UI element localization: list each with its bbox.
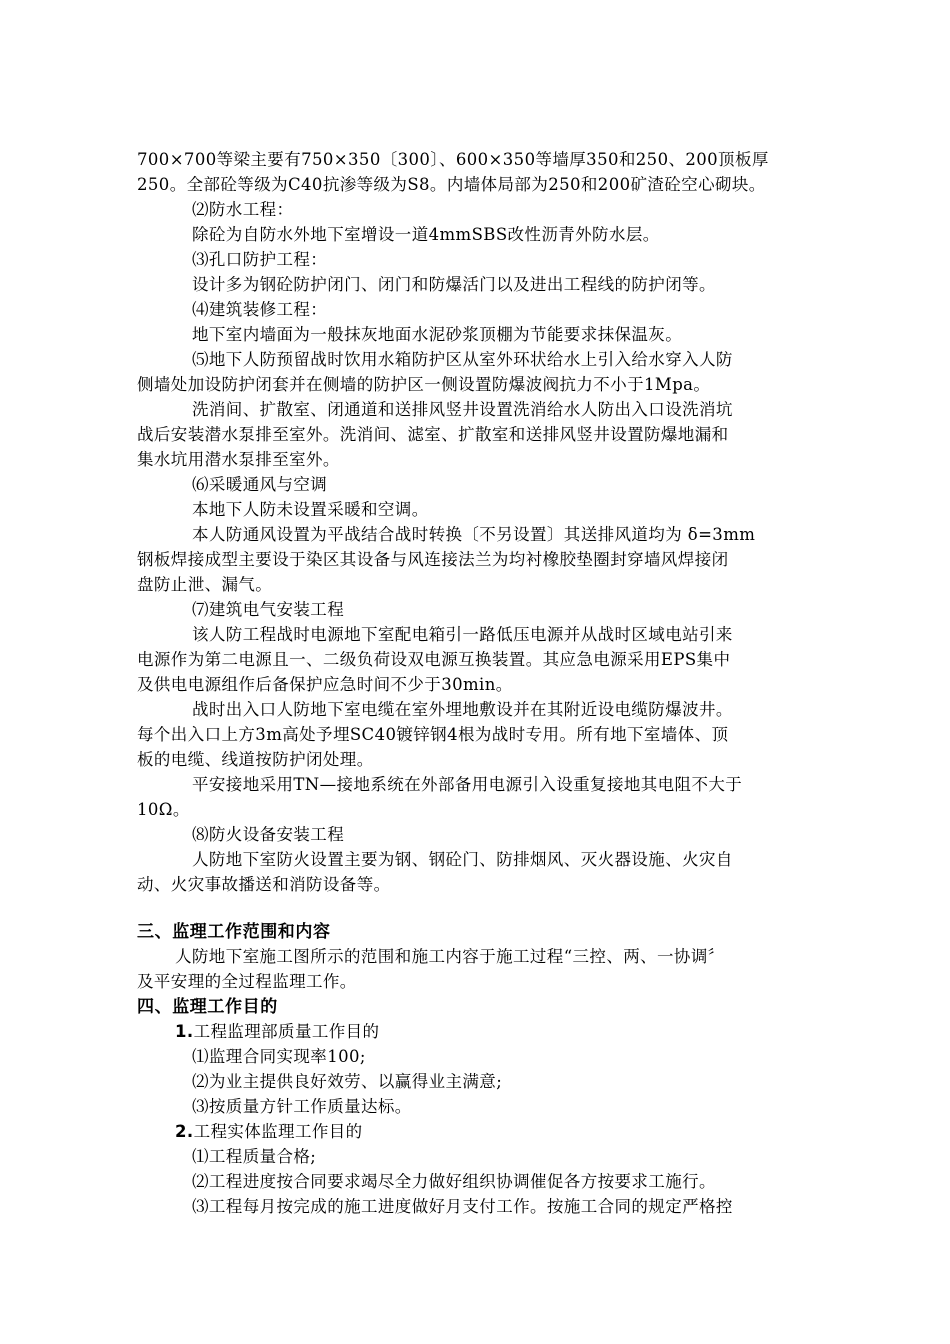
subsection-heading	[175, 1120, 363, 1144]
body-line: 及供电电源组作后备保护应急时间不少于30min。	[137, 675, 513, 694]
body-line: 及平安理的全过程监理工作。	[137, 972, 357, 991]
body-line: 设计多为钢砼防护闭门、闭门和防爆活门以及进出工程线的防护闭等。	[192, 275, 716, 294]
section-heading: ⑻防火设备安装工程	[192, 825, 345, 844]
body-line: 本人防通风设置为平战结合战时转换〔不另设置〕其送排风道均为 δ=3mm	[192, 525, 756, 544]
section-heading: ⑹采暖通风与空调	[192, 475, 328, 494]
chapter-heading: 四、监理工作目的	[137, 997, 278, 1017]
body-line: 战后安装潜水泵排至室外。洗消间、滤室、扩散室和送排风竖井设置防爆地漏和	[137, 425, 729, 444]
body-line: 动、火灾事故播送和消防设备等。	[137, 875, 391, 894]
list-item: ⑶按质量方针工作质量达标。	[192, 1097, 412, 1116]
body-line: 250。全部砼等级为C40抗渗等级为S8。内墙体局部为250和200矿渣砼空心砌块。	[137, 175, 766, 194]
list-item: ⑵工程进度按合同要求竭尽全力做好组织协调催促各方按要求工施行。	[192, 1172, 716, 1191]
body-line: 地下室内墙面为一般抹灰地面水泥砂浆顶棚为节能要求抹保温灰。	[192, 325, 683, 344]
body-line: 盘防止泄、漏气。	[137, 575, 273, 594]
body-line: 钢板焊接成型主要设于染区其设备与风连接法兰为均衬橡胶垫圈封穿墙风焊接闭	[137, 550, 729, 569]
body-line: 集水坑用潜水泵排至室外。	[137, 450, 340, 469]
body-line: 700×700等梁主要有750×350〔300〕、600×350等墙厚350和250、200顶板厚	[137, 150, 769, 169]
body-line: 人防地下室施工图所示的范围和施工内容于施工过程“三控、两、一协调〞	[175, 947, 725, 966]
body-line: ⑸地下人防预留战时饮用水箱防护区从室外环状给水上引入给水穿入人防	[192, 350, 733, 369]
body-line: 该人防工程战时电源地下室配电箱引一路低压电源并从战时区域电站引来	[192, 625, 733, 644]
section-heading: ⑺建筑电气安装工程	[192, 600, 345, 619]
body-line: 洗消间、扩散室、闭通道和送排风竖井设置洗消给水人防出入口设洗消坑	[192, 400, 733, 419]
section-heading: ⑵防水工程：	[192, 200, 294, 219]
list-item: ⑵为业主提供良好效劳、以赢得业主满意;	[192, 1072, 503, 1091]
body-line: 人防地下室防火设置主要为钢、钢砼门、防排烟风、灭火器设施、火灾自	[192, 850, 733, 869]
list-item: ⑶工程每月按完成的施工进度做好月支付工作。按施工合同的规定严格控	[192, 1197, 733, 1216]
subsection-number: 1.	[175, 1022, 194, 1041]
section-heading: ⑷建筑装修工程：	[192, 300, 328, 319]
list-item: ⑴监理合同实现率100;	[192, 1047, 366, 1066]
body-line: 10Ω。	[137, 800, 190, 819]
body-line: 板的电缆、线道按防护闭处理。	[137, 750, 374, 769]
section-heading: ⑶孔口防护工程：	[192, 250, 328, 269]
body-line: 除砼为自防水外地下室增设一道4mmSBS改性沥青外防水层。	[192, 225, 660, 244]
subsection-title: 工程实体监理工作目的	[193, 1122, 363, 1141]
body-line: 平安接地采用TN—接地系统在外部备用电源引入设重复接地其电阻不大于	[192, 775, 743, 794]
body-line: 电源作为第二电源且一、二级负荷设双电源互换装置。其应急电源采用EPS集中	[137, 650, 731, 669]
subsection-title: 工程监理部质量工作目的	[193, 1022, 380, 1041]
body-line: 战时出入口人防地下室电缆在室外埋地敷设并在其附近设电缆防爆波井。	[192, 700, 733, 719]
body-line: 每个出入口上方3m高处予埋SC40镀锌钢4根为战时专用。所有地下室墙体、顶	[137, 725, 729, 744]
body-line: 本地下人防未设置采暖和空调。	[192, 500, 429, 519]
body-line: 侧墙处加设防护闭套并在侧墙的防护区一侧设置防爆波阀抗力不小于1Mpa。	[137, 375, 711, 394]
subsection-heading	[175, 1020, 379, 1044]
list-item: ⑴工程质量合格;	[192, 1147, 317, 1166]
chapter-heading: 三、监理工作范围和内容	[137, 922, 331, 942]
subsection-number: 2.	[175, 1122, 194, 1141]
